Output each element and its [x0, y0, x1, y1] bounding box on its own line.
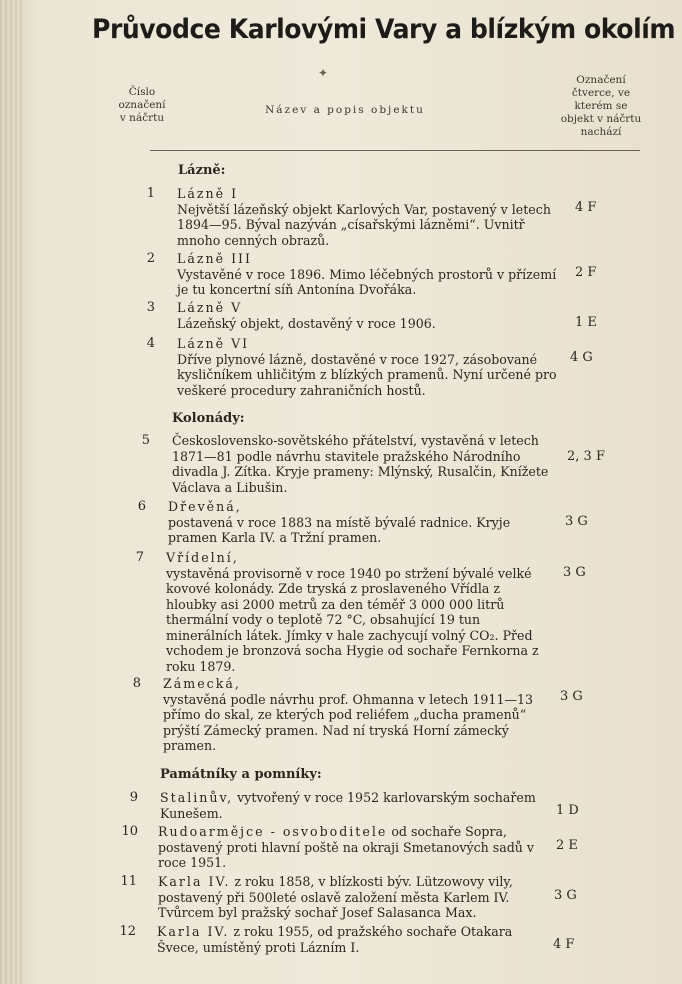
list-item [158, 824, 548, 871]
entry-text: Československo-sovětského přátelství, vystavěná v letech 1871—81 podle návrhu stavitele pražského Národního divadla J. Zítka. Kryje prameny: Mlýnský, Rusalčin, Knížete Václava a Libušin. [172, 433, 549, 495]
entry-name: Lázně I [177, 186, 239, 201]
entry-grid: 3 G [563, 565, 586, 580]
entry-grid: 3 G [565, 514, 588, 529]
list-item [177, 251, 557, 298]
list-item [166, 550, 551, 674]
entry-text: Lázeňský objekt, dostavěný v roce 1906. [177, 315, 436, 331]
entry-grid: 1 E [575, 315, 597, 330]
list-item [160, 790, 548, 821]
entry-grid: 2 E [556, 838, 578, 853]
ink-mark-icon: ✦ [318, 66, 329, 80]
entry-name: Karla IV. [157, 924, 230, 939]
list-item [177, 336, 557, 398]
entry-number: 5 [141, 433, 150, 448]
list-item [172, 433, 554, 495]
entry-number: 4 [146, 336, 155, 351]
entry-name: Vřídelní, [166, 550, 239, 565]
entry-text: z roku 1955, od pražského sochaře Otakara Švece, umístěný proti Lázním I. [157, 924, 513, 955]
entry-number: 8 [132, 676, 141, 691]
entry-name: Stalinův, [160, 790, 234, 805]
page-title: Průvodce Karlovými Vary a blízkým okolím [92, 14, 676, 45]
entry-text: postavená v roce 1883 na místě bývalé radnice. Kryje pramen Karla IV. a Tržní pramen. [168, 514, 511, 545]
entry-text: Největší lázeňský objekt Karlových Var, postavený v letech 1894—95. Býval nazýván „císařskými lázněmi“. Uvnitř mnoho cenných obrazů. [177, 201, 551, 248]
header-grid: Označení čtverce, ve kterém se objekt v náčrtu nachází [560, 74, 642, 138]
section-lazne: Lázně: [178, 163, 226, 178]
list-item [157, 924, 547, 955]
entry-number: 1 [146, 186, 155, 201]
entry-grid: 4 F [575, 200, 597, 215]
entry-grid: 2 F [575, 265, 597, 280]
entry-number: 6 [137, 499, 146, 514]
entry-name: Lázně III [177, 251, 252, 266]
header-divider [150, 150, 640, 151]
entry-text: vytvořený v roce 1952 karlovarským sochařem Kunešem. [160, 790, 536, 821]
section-pamatniky: Památníky a pomníky: [160, 767, 322, 782]
entry-number: 10 [121, 824, 138, 839]
entry-name: Zámecká, [163, 676, 241, 691]
list-item [177, 300, 557, 331]
entry-text: Vystavěné v roce 1896. Mimo léčebných prostorů v přízemí je tu koncertní síň Antonína Dvořáka. [177, 266, 557, 297]
entry-text: vystavěná podle návrhu prof. Ohmanna v letech 1911—13 přímo do skal, ze kterých pod reliéfem „ducha pramenů“ prýští Zámecký pramen. Nad ní tryská Horní zámecký pramen. [163, 691, 534, 753]
entry-name: Lázně V [177, 300, 243, 315]
entry-text: od sochaře Sopra, postavený proti hlavní poště na okraji Smetanových sadů v roce 1951. [158, 824, 534, 870]
list-item [168, 499, 553, 546]
entry-grid: 4 F [553, 937, 575, 952]
entry-number: 11 [120, 874, 137, 889]
entry-number: 7 [135, 550, 144, 565]
entry-grid: 1 D [556, 803, 579, 818]
header-number: Číslo označení v náčrtu [118, 86, 166, 124]
header-name: Název a popis objektu [265, 104, 425, 116]
entry-name: Lázně VI [177, 336, 250, 351]
list-item [158, 874, 548, 921]
entry-number: 2 [146, 251, 155, 266]
entry-name: Rudoarmějce - osvoboditele [158, 824, 388, 839]
entry-text: z roku 1858, v blízkosti býv. Lützowovy vily, postavený při 500leté oslavě založení města Karlem IV. Tvůrcem byl pražský sochař Josef Salasanca Max. [158, 874, 513, 920]
entry-name: Karla IV. [158, 874, 231, 889]
entry-grid: 4 G [570, 350, 593, 365]
entry-number: 3 [146, 300, 155, 315]
entry-text: Dříve plynové lázně, dostavěné v roce 1927, zásobované kysličníkem uhličitým z blízkých pramenů. Nyní určené pro veškeré procedury zahraničních hostů. [177, 351, 557, 398]
entry-grid: 2, 3 F [567, 449, 605, 464]
entry-number: 12 [119, 924, 136, 939]
list-item [177, 186, 557, 248]
section-kolonady: Kolonády: [172, 411, 245, 426]
page-binding-edge [0, 0, 22, 984]
entry-text: vystavěná provisorně v roce 1940 po stržení bývalé velké kovové kolonády. Zde tryská z proslaveného Vřídla z hloubky asi 2000 metrů za den téměř 3 000 000 litrů thermální vody o teplotě 72 °C, obsahující 19 tun minerálních látek. Jímky v hale zachycují volný CO₂. Před vchodem je bronzová socha Hygie od sochaře Fernkorna z roku 1879. [166, 565, 539, 674]
list-item [163, 676, 551, 754]
entry-grid: 3 G [554, 888, 577, 903]
entry-grid: 3 G [560, 689, 583, 704]
entry-name: Dřevěná, [168, 499, 242, 514]
entry-number: 9 [129, 790, 138, 805]
